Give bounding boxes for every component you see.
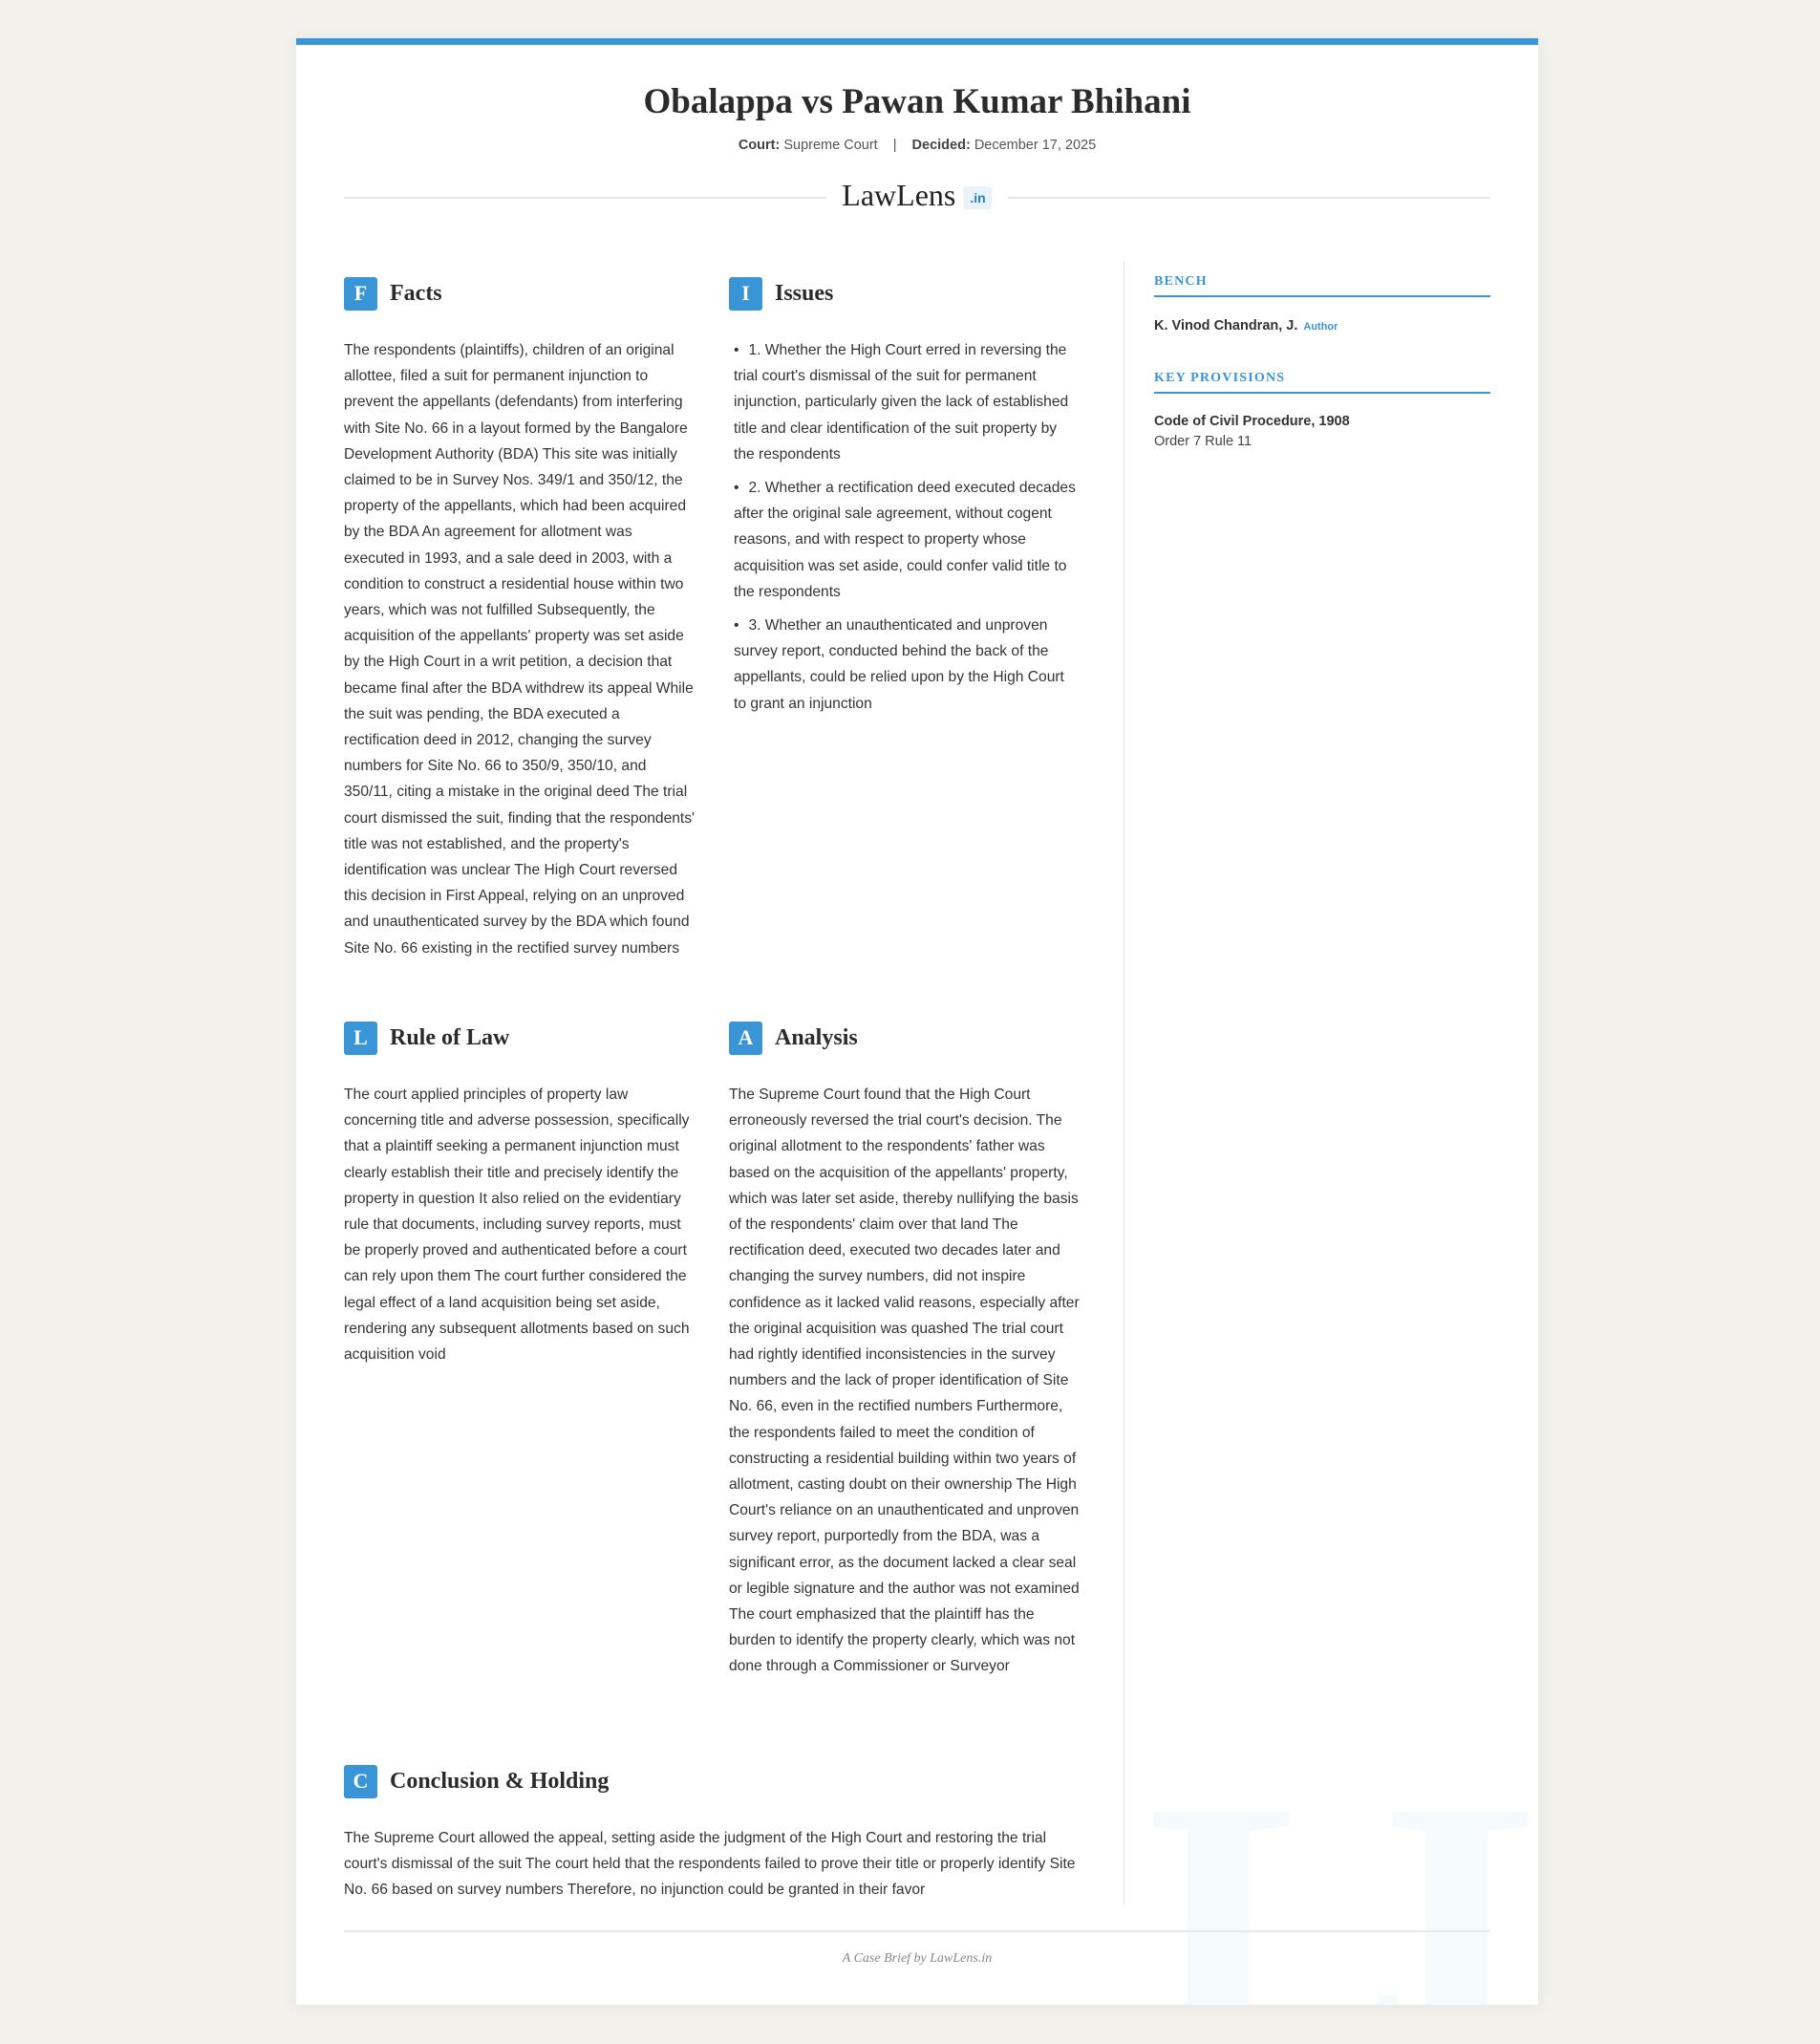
provision-act: Code of Civil Procedure, 1908 (1154, 414, 1350, 429)
accent-top-bar (296, 38, 1538, 45)
brand-row (344, 178, 1490, 216)
provision-section: Order 7 Rule 11 (1154, 434, 1253, 449)
court-value: Supreme Court (783, 138, 878, 153)
issues-list (729, 337, 1081, 717)
analysis-text: The Supreme Court found that the High Court erroneously reversed the trial court's decision. The original allotment to the respondents' father was based on the acquisition of the appellants' property, which was later set aside, thereby nullifying the basis of the respondents' claim over that land The rectification deed, executed two decades later and changing the survey numbers, did not inspire confidence as it lacked valid reasons, especially after the original acquisition was quashed The trial court had rightly identified inconsistencies in the survey numbers and the lack of proper identification of Site No. 66, even in the rectified numbers Furthermore, the respondents failed to meet the condition of constructing a residential building within two years of allotment, casting doubt on their ownership The High Court's reliance on an unauthenticated and unproven survey report, purportedly from the BDA, was a significant error, as the document lacked a clear seal or legible signature and the author was not examined The court emphasized that the plaintiff has the burden to identify the property clearly, which was not done through a Commissioner or Surveyor (729, 1087, 1080, 1675)
rule-title: Rule of Law (390, 1024, 510, 1050)
divider-right (1008, 197, 1490, 199)
footer-divider (344, 1930, 1490, 1932)
issue-text: 2. Whether a rectification deed executed decades after the original sale agreement, without cogent reasons, and with respect to property whose acquisition was set aside, could confer valid title to the respondents (734, 480, 1076, 600)
facts-section (344, 276, 696, 961)
divider-left (344, 197, 826, 199)
conclusion-header (344, 1764, 1089, 1798)
rule-letter-badge: L (344, 1022, 377, 1055)
case-meta (296, 138, 1538, 153)
judge-name: K. Vinod Chandran, J. (1154, 318, 1298, 333)
analysis-title: Analysis (775, 1024, 858, 1050)
analysis-body (729, 1082, 1081, 1680)
bench-heading: BENCH (1154, 274, 1490, 297)
issues-section (729, 276, 1081, 724)
decided-label: Decided: (911, 138, 971, 153)
issue-text: 3. Whether an unauthenticated and unproven survey report, conducted behind the back of the appellants, could be relied upon by the High Court to grant an injunction (734, 617, 1064, 712)
brand-logo[interactable] (842, 178, 992, 213)
rule-body (344, 1082, 696, 1367)
brand-name: LawLens (842, 178, 956, 212)
conclusion-letter-badge: C (344, 1765, 377, 1798)
issue-item: • 1. Whether the High Court erred in reversing the trial court's dismissal of the suit for permanent injunction, particularly given the lack of established title and clear identification of the suit property by the respondents (734, 342, 1069, 463)
decided-value: December 17, 2025 (974, 138, 1097, 153)
bench-judge (1154, 318, 1338, 333)
analysis-section (729, 1021, 1081, 1680)
brand-tld-badge: .in (963, 186, 992, 209)
key-provisions-heading: KEY PROVISIONS (1154, 371, 1490, 394)
facts-body (344, 337, 696, 961)
footer-credit: A Case Brief by LawLens.in (842, 1951, 993, 1966)
conclusion-section (344, 1764, 1089, 1904)
rule-of-law-header (344, 1021, 696, 1055)
issues-body (729, 337, 1081, 717)
rule-text: The court applied principles of property law concerning title and adverse possession, specifically that a plaintiff seeking a permanent injunction must clearly establish their title and precisely identify the property in question It also relied on the evidentiary rule that documents, including survey reports, must be properly proved and authenticated before a court can rely upon them The court further considered the legal effect of a land acquisition being set aside, rendering any subsequent allotments based on such acquisition void (344, 1087, 690, 1364)
analysis-letter-badge: A (729, 1022, 762, 1055)
issues-header (729, 276, 1081, 311)
analysis-header (729, 1021, 1081, 1055)
issues-title: Issues (775, 280, 834, 306)
conclusion-text: The Supreme Court allowed the appeal, setting aside the judgment of the High Court and restoring the trial court's dismissal of the suit The court held that the respondents failed to prove their title or properly identify Site No. 66 based on survey numbers Therefore, no injunction could be granted in their favor (344, 1830, 1076, 1899)
facts-title: Facts (390, 280, 442, 306)
conclusion-body (344, 1825, 1089, 1904)
rule-of-law-section (344, 1021, 696, 1367)
facts-text: The respondents (plaintiffs), children of an original allottee, filed a suit for permanent injunction to prevent the appellants (defendants) from interfering with Site No. 66 in a layout formed by the Bangalore Development Authority (BDA) This site was initially claimed to be in Survey Nos. 349/1 and 350/12, the property of the appellants, which had been acquired by the BDA An agreement for allotment was executed in 1993, and a sale deed in 2003, with a condition to construct a residential house within two years, which was not fulfilled Subsequently, the acquisition of the appellants' property was set aside by the High Court in a writ petition, a decision that became final after the BDA withdrew its appeal While the suit was pending, the BDA executed a rectification deed in 2012, changing the survey numbers for Site No. 66 to 350/9, 350/10, and 350/11, citing a mistake in the original deed The trial court dismissed the suit, finding that the respondents' title was not established, and the property's identification was unclear The High Court reversed this decision in First Appeal, relying on an unproved and unauthenticated survey by the BDA which found Site No. 66 existing in the rectified survey numbers (344, 342, 696, 957)
case-title: Obalappa vs Pawan Kumar Bhihani (643, 82, 1191, 121)
issue-item: • 3. Whether an unauthenticated and unproven survey report, conducted behind the back of the appellants, could be relied upon by the High Court to grant an injunction (734, 617, 1064, 712)
judge-role-badge: Author (1303, 321, 1338, 333)
facts-header (344, 276, 696, 311)
conclusion-title: Conclusion & Holding (390, 1768, 610, 1794)
issues-letter-badge: I (729, 277, 762, 311)
issue-text: 1. Whether the High Court erred in reversing the trial court's dismissal of the suit for permanent injunction, particularly given the lack of established title and clear identification of the suit property by the respondents (734, 342, 1069, 463)
court-label: Court: (738, 138, 781, 153)
meta-separator: | (892, 138, 897, 153)
issue-item: • 2. Whether a rectification deed executed decades after the original sale agreement, without cogent reasons, and with respect to property whose acquisition was set aside, could confer valid title to the respondents (734, 480, 1076, 600)
facts-letter-badge: F (344, 277, 377, 311)
case-brief-page (296, 38, 1538, 2005)
